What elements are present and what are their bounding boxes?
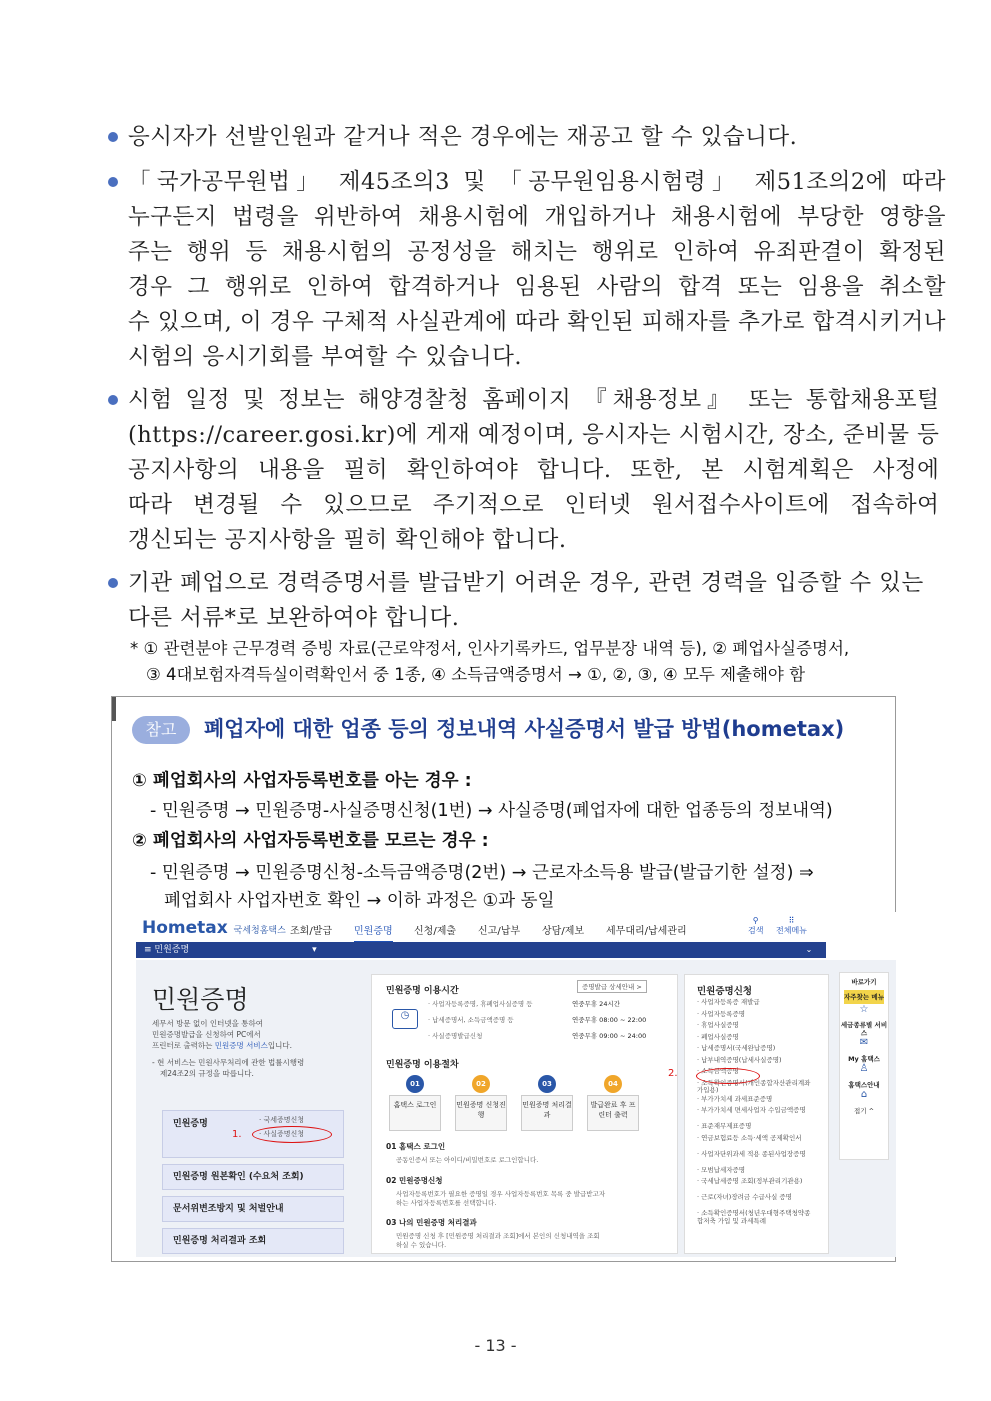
bullet-item: 응시자가 선발인원과 같거나 적은 경우에는 재공고 할 수 있습니다. (104, 120, 900, 155)
case2-path-line1: - 민원증명 → 민원증명신청-소득금액증명(2번) → 근로자소득용 발급(발급기한 설정) ⇒ (150, 863, 814, 883)
step3-title: 03 나의 민원증명 처리결과 (386, 1218, 477, 1227)
cert-request-item[interactable]: · 사업자등록증명 (697, 1009, 746, 1018)
left-menu-result-query[interactable]: 민원증명 처리결과 조회 (162, 1228, 344, 1254)
procedure-title: 민원증명 이용절차 (386, 1060, 459, 1070)
bullet-item: 「국가공무원법」 제45조의3 및 「공무원임용시험령」 제51조의2에 따라 누구든지 법령을 위반하여 채용시험에 개입하거나 채용시험에 부당한 영향을 주는 행위 등 채용시험의 공정성을 해치는 행위로 인하여 유죄판결이 확정된 경우 그 행위로 인하여 합격하거나 임용된 사람의 합격 또는 임용을 취소할 수 있으며, 이 경우 구체적 사실관계에 따라 확인된 피해자를 추가로 합격시키거나 시험의 응시기회를 부여할 수 있습니다. (104, 165, 900, 375)
case1-title: ① 폐업회사의 사업자등록번호를 아는 경우 : (132, 771, 472, 791)
menu-item[interactable]: 신청/제출 (414, 926, 457, 937)
step-number: 01 (406, 1075, 424, 1093)
search-button[interactable]: ⚲ 검색 (748, 916, 764, 935)
menu-item[interactable]: 조회/발급 (290, 926, 333, 937)
step-box: 발급완료 후 프린터 출력 (587, 1095, 639, 1131)
case2-title: ② 폐업회사의 사업자등록번호를 모르는 경우 : (132, 831, 489, 851)
footnote: * ① 관련분야 근무경력 증빙 자료(근로약정서, 인사기록카드, 업무분장 내역 등), ② 폐업사실증명서, ③ 4대보험자격득실이력확인서 중 1종, ④ 소득금액증명서 → ①, ②, ③, ④ 모두 제출해야 함 (130, 639, 850, 684)
reference-title: 폐업자에 대한 업종 등의 정보내역 사실증명서 발급 방법(hometax) (204, 717, 845, 741)
bullet-item: 기관 폐업으로 경력증명서를 발급받기 어려운 경우, 관련 경력을 입증할 수 있는 다른 서류*로 보완하여야 합니다. (104, 566, 900, 636)
collapse-button[interactable]: 접기 ^ (853, 1107, 875, 1115)
all-menu-button[interactable]: ⠿ 전체메뉴 (776, 916, 807, 935)
mail-icon: ✉ (859, 1037, 869, 1048)
usage-panel: 민원증명 이용시간 증명발급 상세안내 > ◷ · 사업자등록증명, 휴폐업사실증명 등 연중무휴 24시간 · 납세증명서, 소득금액증명 등 연중무휴 08:00 ~ 22:00 · 사실증명발급신청 연중무휴 09:00 ~ 24:00 민원증명 이용절차 01 02 03 04 홈택스 로그인 민원증명 신청진행 민원증명 처리결과 발급완료 후 프린터 출력 01 홈택스 로그인 공동인증서 또는 아이디/비밀번호로 로그인합니다. 02 민원증명신청 사업자등록번호가 필요한 증명일 경우 사업자등록번호 목록 중 발급받고자 하는 사업자등록번호를 선택합니다. 03 나의 민원증명 처리결과 민원증명 신청 후 [민원증명 처리결과 조회]에서 본인의 신청내역을 조회 하실 수 있습니다. (371, 974, 678, 1254)
cert-request-item[interactable]: · 휴업사실증명 (697, 1021, 739, 1029)
bullet-dot-icon (108, 177, 118, 187)
cert-request-item[interactable]: · 사업자단위과세 적용 종된사업장증명 (697, 1149, 806, 1158)
step2-title: 02 민원증명신청 (386, 1176, 443, 1185)
quick-link[interactable]: 홈택스안내 (848, 1081, 880, 1089)
chevron-down-icon[interactable]: ⌄ (802, 943, 816, 957)
detail-guide-button[interactable]: 증명발급 상세안내 > (577, 980, 647, 993)
step-number: 04 (604, 1075, 622, 1093)
quick-link[interactable]: My 홈택스 (848, 1055, 880, 1063)
marker-1: 1. (232, 1129, 242, 1140)
nav-bar[interactable]: ≡ 민원증명 ▾ (136, 942, 826, 958)
cert-request-item[interactable]: · 국세납세증명 조회(정부관리기관용) (697, 1177, 803, 1185)
chevron-down-icon: ▾ (312, 945, 317, 955)
cert-request-item[interactable]: · 소득확인증명서(개인종합자산관리계좌 가입용) (697, 1078, 811, 1094)
left-menu-cert[interactable]: 민원증명 · 국세증명신청 · 사실증명신청 (162, 1110, 344, 1158)
cert-request-item[interactable]: · 소득확인증명서(청년우대형주택청약종합저축 가입 및 과세특례 (697, 1209, 811, 1225)
page-number: - 13 - (474, 1336, 517, 1355)
quick-link[interactable]: 세금종류별 서비스 (840, 1021, 888, 1037)
left-menu-original-check[interactable]: 민원증명 원본확인 (수요처 조회) (162, 1164, 344, 1190)
menu-item[interactable]: 상담/제보 (542, 926, 585, 937)
bullet-dot-icon (108, 578, 118, 588)
case2-path-line2: 폐업회사 사업자번호 확인 → 이하 과정은 ①과 동일 (164, 891, 555, 911)
step-box: 홈택스 로그인 (389, 1095, 441, 1131)
bullet-dot-icon (108, 132, 118, 142)
quick-link[interactable]: 자주찾는 메뉴 (844, 990, 884, 1004)
menu-item[interactable]: 신고/납부 (478, 926, 521, 937)
grid-icon: ⠿ (788, 916, 795, 925)
step1-title: 01 홈택스 로그인 (386, 1142, 446, 1151)
cert-request-item[interactable]: · 사업자등록증 재발급 (697, 998, 760, 1006)
quick-links: 바로가기 자주찾는 메뉴 ☆ 세금종류별 서비스 ✉ My 홈택스 ♙ 홈택스안내 ⌂ 접기 ^ (839, 972, 889, 1160)
step-number: 02 (472, 1075, 490, 1093)
box-accent-bar (112, 697, 116, 721)
page-description: 세무서 방문 없이 인터넷을 통하여 민원증명발급을 신청하여 PC에서 프린터로 출력하는 민원증명 서비스입니다. - 현 서비스는 민원사무처리에 관한 법률시행령 제24조2의 규정을 따릅니다. (152, 1019, 305, 1078)
step-number: 03 (538, 1075, 556, 1093)
step-box: 민원증명 신청진행 (455, 1095, 507, 1131)
cert-request-item[interactable]: · 납세증명서(국세완납증명) (697, 1044, 776, 1052)
cert-request-item[interactable]: · 부가가치세 과세표준증명 (697, 1094, 773, 1103)
submenu-item-fact-cert[interactable]: · 사실증명신청 (259, 1130, 305, 1138)
step-box: 민원증명 처리결과 (521, 1095, 573, 1131)
case1-path: - 민원증명 → 민원증명-사실증명신청(1번) → 사실증명(폐업자에 대한 업종등의 정보내역) (150, 801, 833, 821)
cert-request-item[interactable]: · 납부내역증명(납세사실증명) (697, 1055, 782, 1064)
user-icon: ♙ (859, 1063, 869, 1074)
page-title: 민원증명 (152, 985, 249, 1014)
reference-box (111, 696, 896, 1262)
hometax-logo: Hometax 국세청홈택스 (142, 918, 286, 938)
hometax-header (136, 912, 896, 942)
bullet-dot-icon (108, 395, 118, 405)
cert-request-title: 민원증명신청 (697, 986, 753, 997)
search-icon: ⚲ (752, 916, 759, 925)
left-menu-forgery-guide[interactable]: 문서위변조방지 및 처벌안내 (162, 1196, 344, 1222)
cert-request-item[interactable]: · 표준재무제표증명 (697, 1122, 752, 1130)
hours-title: 민원증명 이용시간 (386, 986, 459, 996)
menu-item[interactable]: 세무대리/납세관리 (606, 926, 687, 937)
cert-request-item[interactable]: · 폐업사실증명 (697, 1032, 739, 1041)
highlight-oval (696, 1068, 760, 1084)
cert-request-item[interactable]: · 소득금액증명 (697, 1067, 739, 1075)
reference-badge: 참고 (132, 716, 190, 744)
menu-item-selected[interactable]: 민원증명 (354, 922, 393, 943)
home-icon: ⌂ (860, 1089, 868, 1100)
highlight-oval (252, 1126, 332, 1143)
hometax-screenshot (136, 912, 896, 1257)
cert-request-item[interactable]: · 연금보험료등 소득·세액 공제확인서 (697, 1133, 802, 1142)
star-icon: ☆ (859, 1004, 869, 1015)
cert-request-panel (684, 974, 829, 1254)
submenu-item[interactable]: · 국세증명신청 (259, 1116, 305, 1124)
bullet-item: 시험 일정 및 정보는 해양경찰청 홈페이지 『채용정보』 또는 통합채용포털 (https://career.gosi.kr)에 게재 예정이며, 응시자는 시험시간, 장소, 준비물 등 공지사항의 내용을 필히 확인하여야 합니다. 또한, 본 시험계획은 사정에 따라 변경될 수 있으므로 주기적으로 인터넷 원서접수사이트에 접속하여 갱신되는 공지사항을 필히 확인해야 합니다. (104, 383, 900, 558)
cert-request-item[interactable]: · 모범납세자증명 (697, 1165, 746, 1174)
cert-request-item[interactable]: · 근로(자녀)장려금 수급사실 증명 (697, 1193, 792, 1201)
clock-icon: ◷ (392, 1009, 418, 1029)
marker-2: 2. (668, 1068, 678, 1079)
cert-request-item[interactable]: · 부가가치세 면세사업자 수입금액증명 (697, 1106, 806, 1114)
